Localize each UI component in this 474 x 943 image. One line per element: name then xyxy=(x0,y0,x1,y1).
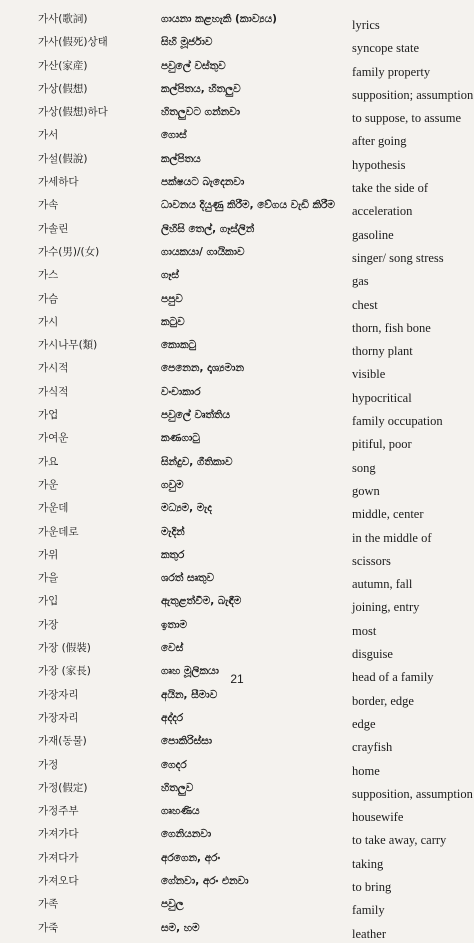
dictionary-entry xyxy=(0,453,474,476)
korean-term: 가장 xyxy=(38,618,59,631)
english-translation: in the middle of xyxy=(352,530,432,545)
dictionary-entry xyxy=(0,709,474,732)
english-translation: joining, entry xyxy=(352,600,420,615)
dictionary-entry xyxy=(0,802,474,825)
korean-term: 가장 (家長) xyxy=(38,665,91,678)
dictionary-entry xyxy=(0,57,474,80)
english-translation: acceleration xyxy=(352,204,413,219)
english-translation: crayfish xyxy=(352,740,393,755)
sinhala-translation: පවුලේ වෘත්තිය xyxy=(161,409,231,422)
dictionary-entry xyxy=(0,359,474,382)
sinhala-translation: ගායනා කළහැකි (කාව්‍යය) xyxy=(161,13,277,25)
sinhala-translation: පවුලේ වස්තුව xyxy=(161,59,226,72)
english-translation: after going xyxy=(352,134,407,149)
english-translation: thorn, fish bone xyxy=(352,320,431,335)
dictionary-entry xyxy=(0,732,474,755)
sinhala-translation: හිතලුව xyxy=(161,781,194,794)
korean-term: 가슴 xyxy=(38,292,59,305)
sinhala-translation: සම, හම xyxy=(161,921,200,934)
dictionary-entry xyxy=(0,150,474,173)
dictionary-entry xyxy=(0,523,474,546)
english-translation: edge xyxy=(352,716,376,731)
english-translation: head of a family xyxy=(352,670,434,685)
korean-term: 가운데 xyxy=(38,502,69,515)
dictionary-entry xyxy=(0,266,474,289)
korean-term: 가정 xyxy=(38,758,59,771)
dictionary-entry xyxy=(0,499,474,522)
english-translation: to suppose, to assume xyxy=(352,111,462,126)
sinhala-translation: ධාවනය දියුණු කිරීම, වේගය වැඩි කිරීම xyxy=(161,199,335,212)
dictionary-entry xyxy=(0,756,474,779)
english-translation: chest xyxy=(352,297,378,312)
dictionary-entry xyxy=(0,313,474,336)
entry-list xyxy=(0,10,474,942)
sinhala-translation: කටුව xyxy=(161,315,185,328)
dictionary-entry xyxy=(0,126,474,149)
dictionary-entry xyxy=(0,779,474,802)
korean-term: 가산(家産) xyxy=(38,59,88,72)
sinhala-translation: ගේනවා, අරං එනවා xyxy=(161,874,249,887)
sinhala-translation: ගෙනියනවා xyxy=(161,828,212,841)
sinhala-translation: වංචාකාර xyxy=(161,385,201,398)
sinhala-translation: හිතලුවට ගන්නවා xyxy=(161,106,241,119)
korean-term: 가수(男)/(女) xyxy=(38,245,100,258)
english-translation: family property xyxy=(352,64,431,79)
sinhala-translation: ශරත් සෘතුව xyxy=(161,572,215,585)
korean-term: 가정주부 xyxy=(38,805,79,818)
dictionary-entry xyxy=(0,10,474,33)
sinhala-translation: සින්දුව, ගීතිකාව xyxy=(161,455,233,468)
dictionary-entry xyxy=(0,592,474,615)
dictionary-entry xyxy=(0,383,474,406)
sinhala-translation: ඇතුළත්වීම, බැඳීම xyxy=(161,595,242,608)
english-translation: family occupation xyxy=(352,414,443,429)
sinhala-translation: අයින, සීමාව xyxy=(161,688,218,701)
english-translation: singer/ song stress xyxy=(352,250,444,265)
korean-term: 가장자리 xyxy=(38,688,79,701)
dictionary-entry xyxy=(0,569,474,592)
dictionary-entry xyxy=(0,546,474,569)
dictionary-entry xyxy=(0,872,474,895)
english-translation: most xyxy=(352,623,377,638)
dictionary-entry xyxy=(0,220,474,243)
english-translation: scissors xyxy=(352,553,391,568)
english-translation: taking xyxy=(352,856,384,871)
dictionary-entry xyxy=(0,686,474,709)
sinhala-translation: කල්පිතය, හිතලුව xyxy=(161,82,241,95)
sinhala-translation: වෙස් xyxy=(161,642,184,655)
english-translation: middle, center xyxy=(352,507,424,522)
korean-term: 가여운 xyxy=(38,432,69,445)
korean-term: 가재(동물) xyxy=(38,735,87,748)
sinhala-translation: මධ්‍යම, මැද xyxy=(161,502,212,515)
korean-term: 가스 xyxy=(38,269,59,282)
korean-term: 가장자리 xyxy=(38,711,79,724)
sinhala-translation: පක්ෂයට බැදෙනවා xyxy=(161,176,245,189)
korean-term: 가시 xyxy=(38,315,59,328)
english-translation: housewife xyxy=(352,810,404,825)
korean-term: 가서 xyxy=(38,129,59,142)
sinhala-translation: අරගෙන, අරං xyxy=(161,851,221,864)
korean-term: 가설(假說) xyxy=(38,152,88,165)
english-translation: to take away, carry xyxy=(352,833,447,848)
sinhala-translation: පපුව xyxy=(161,292,183,305)
sinhala-translation: ගායකයා/ ගායිකාව xyxy=(161,245,245,258)
korean-term: 가상(假想)하다 xyxy=(38,106,108,119)
dictionary-entry xyxy=(0,33,474,56)
dictionary-entry xyxy=(0,895,474,918)
page-number: 21 xyxy=(230,672,244,686)
sinhala-translation: ඉතාම xyxy=(161,618,188,631)
dictionary-entry xyxy=(0,616,474,639)
dictionary-entry xyxy=(0,243,474,266)
korean-term: 가운 xyxy=(38,478,59,491)
english-translation: hypocritical xyxy=(352,390,412,405)
sinhala-translation: කණගාටු xyxy=(161,432,200,445)
english-translation: supposition, assumption xyxy=(352,786,473,801)
korean-term: 가을 xyxy=(38,572,59,585)
english-translation: supposition; assumption xyxy=(352,87,474,102)
english-translation: gasoline xyxy=(352,227,394,242)
dictionary-entry xyxy=(0,103,474,126)
korean-term: 가시나무(類) xyxy=(38,339,98,352)
korean-term: 가져가다 xyxy=(38,828,79,841)
dictionary-entry xyxy=(0,80,474,103)
english-translation: hypothesis xyxy=(352,157,406,172)
korean-term: 가요 xyxy=(38,455,59,468)
sinhala-translation: පොකිරිස්සා xyxy=(161,735,213,748)
sinhala-translation: ගවුම xyxy=(161,478,184,491)
korean-term: 가사(歌詞) xyxy=(38,13,88,25)
korean-term: 가족 xyxy=(38,898,59,911)
sinhala-translation: ගොස් xyxy=(161,129,187,142)
dictionary-entry xyxy=(0,336,474,359)
sinhala-translation: ගෘහණිය xyxy=(161,805,200,818)
dictionary-entry xyxy=(0,825,474,848)
english-translation: song xyxy=(352,460,376,475)
korean-term: 가장 (假裝) xyxy=(38,642,91,655)
dictionary-entry xyxy=(0,476,474,499)
dictionary-entry xyxy=(0,919,474,942)
english-translation: gown xyxy=(352,483,380,498)
sinhala-translation: ගෘහ මූලිකයා xyxy=(161,665,219,678)
sinhala-translation: ලිහිසි තෙල්, ගෑස්ලින් xyxy=(161,222,255,235)
korean-term: 가속 xyxy=(38,199,59,212)
korean-term: 가시적 xyxy=(38,362,69,375)
english-translation: disguise xyxy=(352,647,393,662)
english-translation: home xyxy=(352,763,380,778)
english-translation: pitiful, poor xyxy=(352,437,412,452)
english-translation: thorny plant xyxy=(352,344,413,359)
sinhala-translation: අද්දර xyxy=(161,711,184,724)
dictionary-entry xyxy=(0,406,474,429)
sinhala-translation: මැදින් xyxy=(161,525,185,538)
english-translation: autumn, fall xyxy=(352,577,413,592)
korean-term: 가식적 xyxy=(38,385,69,398)
korean-term: 가사(假死)상태 xyxy=(38,36,108,49)
korean-term: 가솔린 xyxy=(38,222,69,235)
dictionary-entry xyxy=(0,196,474,219)
english-translation: leather xyxy=(352,926,387,941)
korean-term: 가상(假想) xyxy=(38,82,88,95)
korean-term: 가세하다 xyxy=(38,176,79,189)
dictionary-entry xyxy=(0,639,474,662)
korean-term: 가입 xyxy=(38,595,59,608)
dictionary-entry xyxy=(0,849,474,872)
english-translation: border, edge xyxy=(352,693,414,708)
sinhala-translation: කතුර xyxy=(161,548,185,561)
korean-term: 가운데로 xyxy=(38,525,79,538)
korean-term: 가정(假定) xyxy=(38,781,88,794)
sinhala-translation: කල්පිතය xyxy=(161,152,201,165)
sinhala-translation: ගෙදර xyxy=(161,758,187,771)
english-translation: visible xyxy=(352,367,386,382)
sinhala-translation: සිහි මූර්ජාව xyxy=(161,36,213,49)
sinhala-translation: කොකටු xyxy=(161,339,197,352)
dictionary-entry xyxy=(0,429,474,452)
dictionary-entry xyxy=(0,173,474,196)
english-translation: syncope state xyxy=(352,41,419,56)
korean-term: 가위 xyxy=(38,548,59,561)
korean-term: 가죽 xyxy=(38,921,59,934)
english-translation: take the side of xyxy=(352,181,429,196)
korean-term: 가져다가 xyxy=(38,851,79,864)
sinhala-translation: පෙනෙන, දෘශ්‍යමාන xyxy=(161,362,245,375)
english-translation: to bring xyxy=(352,879,392,894)
korean-term: 가업 xyxy=(38,409,59,422)
korean-term: 가져오다 xyxy=(38,874,79,887)
english-translation: family xyxy=(352,903,385,918)
sinhala-translation: පවුල xyxy=(161,898,184,911)
dictionary-entry xyxy=(0,290,474,313)
english-translation: lyrics xyxy=(352,18,380,32)
sinhala-translation: ගෑස් xyxy=(161,269,179,282)
english-translation: gas xyxy=(352,274,369,289)
